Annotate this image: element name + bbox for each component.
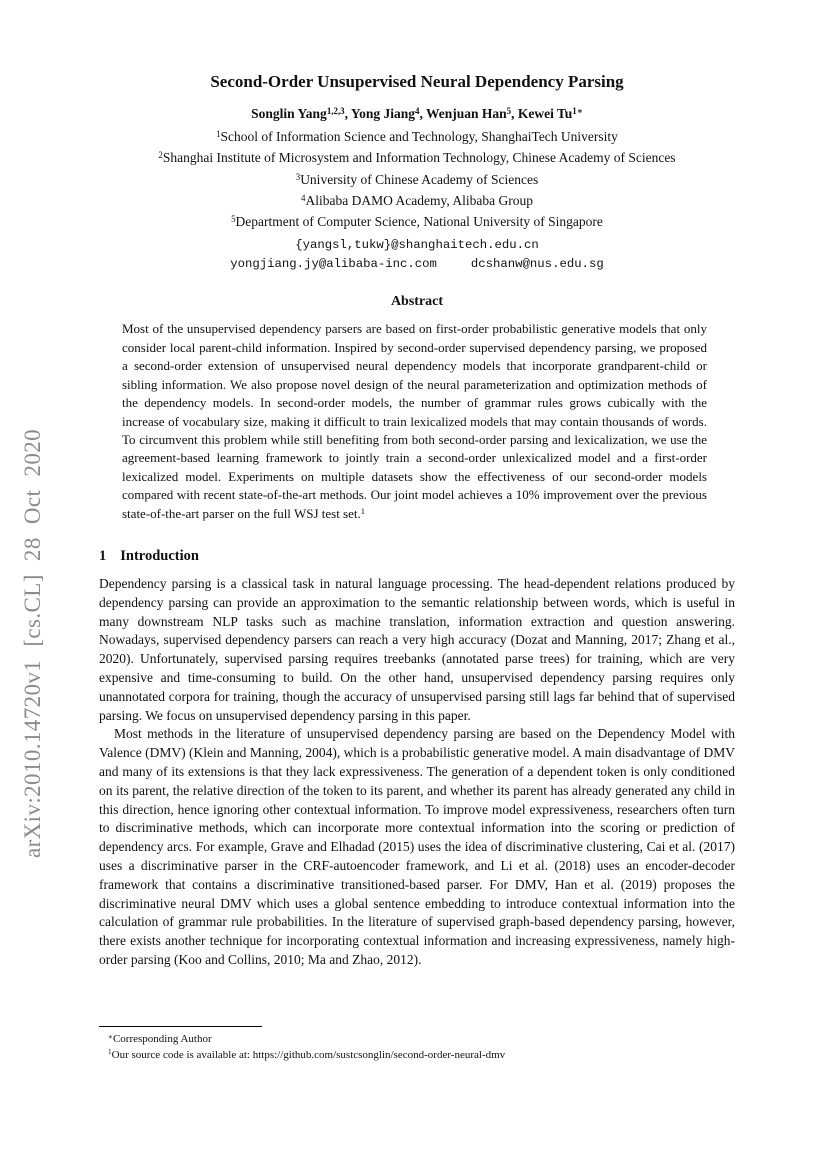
footnote-marker: 1 — [108, 1048, 112, 1057]
footnote-text: Our source code is available at: https://github.com/sustcsonglin/second-order-neural-dmv — [111, 1048, 506, 1061]
affiliation-marker: 4 — [301, 192, 306, 203]
affiliation-line — [99, 148, 735, 169]
footnote-corresponding-author — [99, 1032, 735, 1048]
email-address: {yangsl,tukw}@shanghaitech.edu.cn — [295, 238, 539, 253]
footnotes — [99, 1026, 735, 1063]
author-separator: , — [419, 106, 426, 121]
footnote-rule — [99, 1026, 262, 1027]
section-title: Introduction — [120, 547, 199, 564]
affiliation-text: Department of Computer Science, National University of Singapore — [235, 214, 603, 230]
affiliations — [99, 127, 735, 233]
affiliation-line — [99, 191, 735, 212]
affiliation-marker: 3 — [295, 171, 301, 182]
footnote-marker: ∗ — [108, 1032, 113, 1041]
authors-line — [99, 104, 735, 125]
affiliation-text: Shanghai Institute of Microsystem and Information Technology, Chinese Academy of Sciences — [162, 150, 676, 166]
section-number: 1 — [99, 547, 107, 564]
footnote-source-code — [99, 1048, 735, 1064]
intro-paragraph-2: Most methods in the literature of unsupervised dependency parsing are based on the Dependency Model with Valence (DMV) (Klein and Manning, 2004), which is a probabilistic generative model. A main disadvantage of DMV and many of its extensions is that they lack expressiveness. The generation of a dependent token is only conditioned on its parent, the relative direction of the token to its parent, and whether its parent has already generated any child in this direction, hence ignoring other contextual information. To improve model expressiveness, researchers often turn to discriminative methods, which can incorporate more contextual information into the scoring or prediction of dependency arcs. For example, Grave and Elhadad (2015) uses the idea of discriminative clustering, Cai et al. (2017) uses a discriminative parser in the CRF-autoencoder framework, and Li et al. (2018) uses an encoder-decoder framework that contains a discriminative transitioned-based parser. For DMV, Han et al. (2019) proposes the discriminative neural DMV which uses a global sentence embedding to introduce contextual information into the calculation of grammar rule probabilities. In the literature of supervised graph-based dependency parsing, however, there exists another technique for incorporating contextual information and increasing expressiveness, namely high-order parsing (Koo and Collins, 2010; Ma and Zhao, 2012). — [99, 726, 735, 967]
author-name: Yong Jiang — [350, 106, 416, 121]
intro-paragraph-1: Dependency parsing is a classical task in natural language processing. The head-dependent relations produced by dependency parsing can provide an approximation to the semantic relationship between words, which is useful in many downstream NLP tasks such as machine translation, information extraction and question answering. Nowadays, supervised dependency parsers can reach a very high accuracy (Dozat and Manning, 2017; Zhang et al., 2020). Unfortunately, supervised parsing requires treebanks (annotated parse trees) for training, which are very expensive and time-consuming to build. On the other hand, unsupervised dependency parsing requires only unannotated corpora for training, though the accuracy of unsupervised parsing still lags far behind that of supervised parsing. We focus on unsupervised dependency parsing in this paper. — [99, 575, 735, 723]
email-line — [99, 255, 735, 274]
abstract-heading: Abstract — [390, 294, 444, 310]
author-affil-marker: 1∗ — [572, 106, 583, 116]
abstract-footnote-marker: 1 — [360, 505, 366, 516]
email-address: dcshanw@nus.edu.sg — [470, 257, 604, 272]
author-name: Songlin Yang — [251, 106, 327, 121]
affiliation-line — [99, 170, 735, 191]
abstract-body: Most of the unsupervised dependency parsers are based on first-order probabilistic generative models that only consider local parent-child information. Inspired by second-order supervised dependency parsing, we proposed a second-order extension of unsupervised neural dependency models that incorporate grandparent-child or sibling information. We also propose novel design of the neural parameterization and optimization methods of the dependency models. In second-order models, the number of grammar rules grows cubically with the increase of vocabulary size, making it difficult to train lexicalized models that may contain thousands of words. To circumvent this problem while still benefiting from both second-order parsing and lexicalization, we use the agreement-based learning framework to jointly train a second-order unlexicalized model and a first-order lexicalized model. Experiments on multiple datasets show the effectiveness of our second-order models compared with recent state-of-the-art methods. Our joint model achieves a 10% improvement over the previous state-of-the-art parser on the full WSJ test set. — [122, 321, 707, 521]
author-affil-marker: 5 — [506, 106, 512, 116]
emails — [99, 236, 735, 274]
affiliation-text: University of Chinese Academy of Sciences — [300, 171, 539, 187]
affiliation-marker: 2 — [158, 150, 163, 161]
affiliation-line — [99, 127, 735, 148]
affiliation-text: School of Information Science and Technology, ShanghaiTech University — [220, 129, 618, 144]
author-name: Wenjuan Han — [426, 106, 507, 121]
author-affil-marker: 4 — [415, 106, 420, 116]
author-affil-marker: 1,2,3 — [326, 106, 345, 116]
affiliation-marker: 1 — [216, 129, 221, 139]
abstract-text — [122, 320, 707, 523]
footnote-text: Corresponding Author — [112, 1033, 212, 1045]
affiliation-text: Alibaba DAMO Academy, Alibaba Group — [305, 192, 533, 208]
email-address: yongjiang.jy@alibaba-inc.com — [230, 257, 437, 272]
author-separator: , — [511, 106, 518, 121]
author-name: Kewei Tu — [517, 106, 573, 121]
affiliation-marker: 5 — [231, 214, 236, 225]
arxiv-watermark: arXiv:2010.14720v1 [cs.CL] 28 Oct 2020 — [20, 428, 45, 858]
affiliation-line — [99, 212, 735, 233]
section-heading-introduction — [99, 548, 735, 565]
paper-title: Second-Order Unsupervised Neural Dependency Parsing — [210, 72, 624, 91]
email-line — [99, 236, 735, 255]
author-separator: , — [344, 106, 351, 121]
